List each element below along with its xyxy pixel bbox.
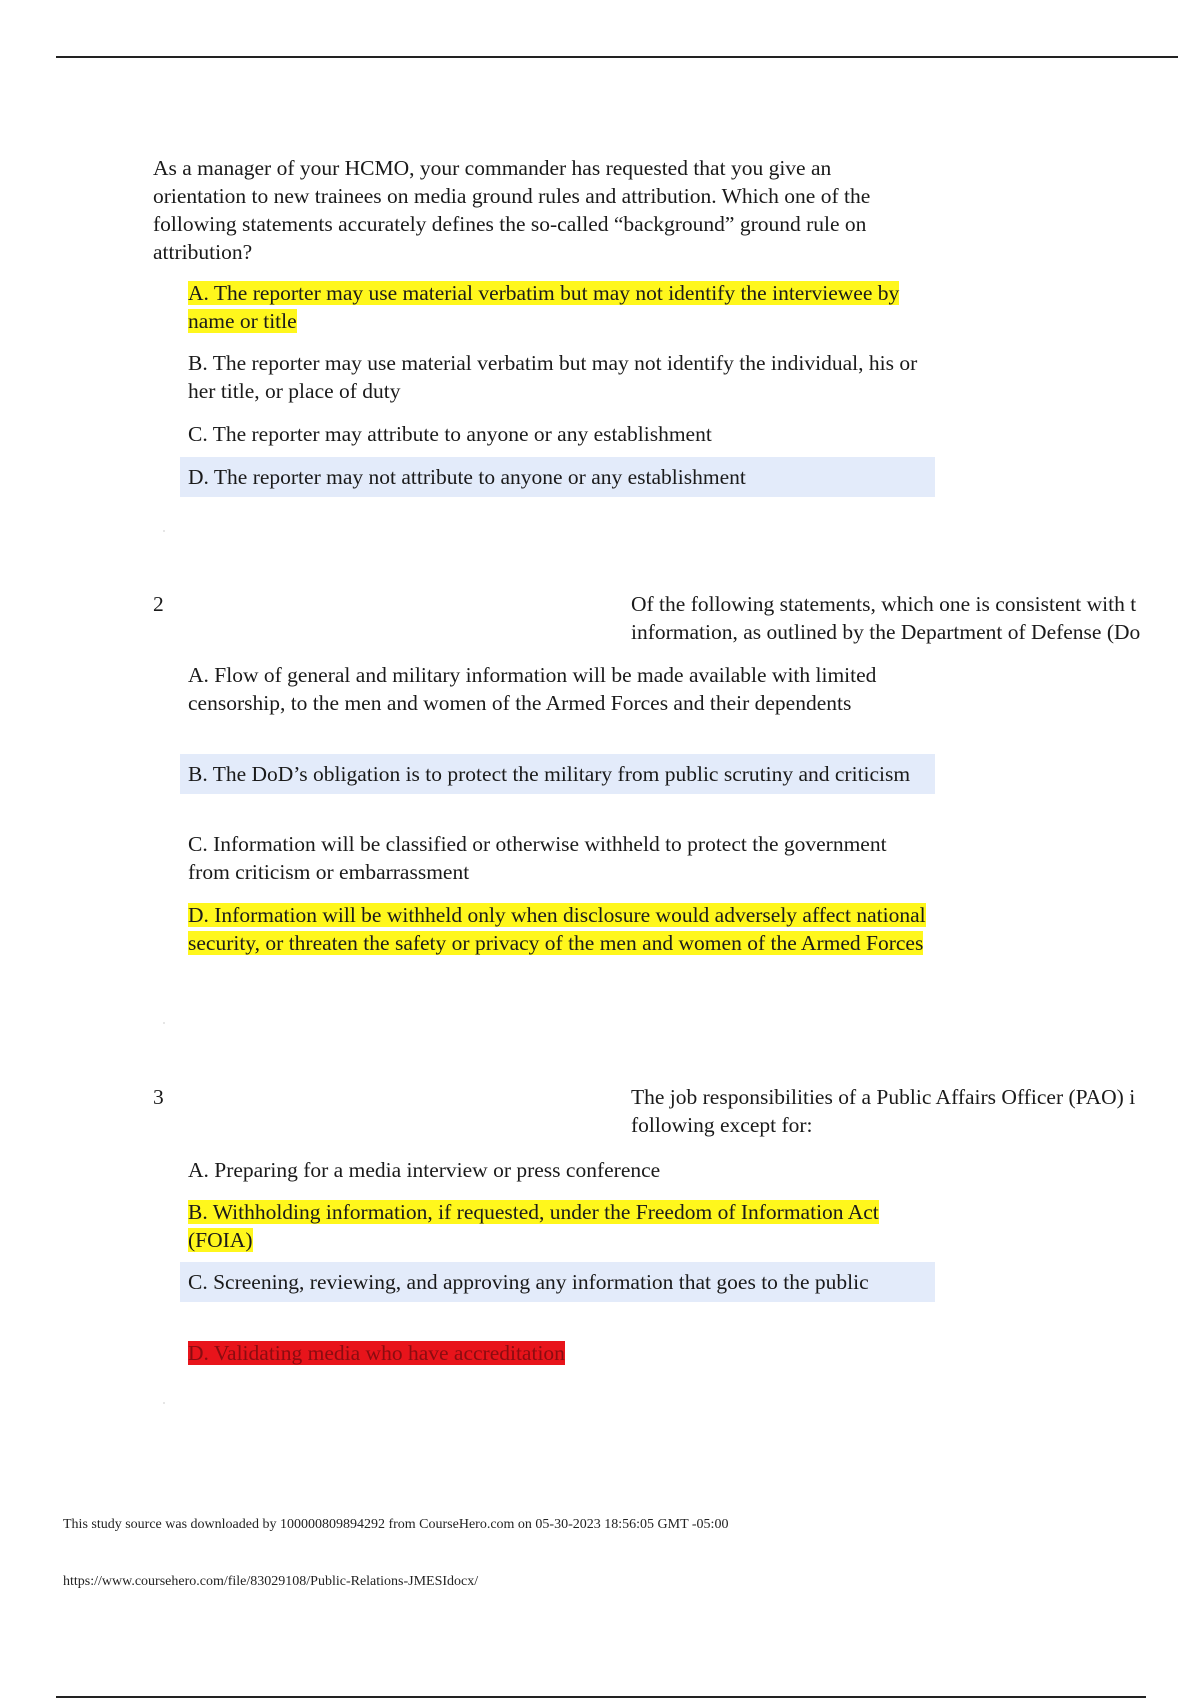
- question-2-option-b-text: B. The DoD’s obligation is to protect the military from public scrutiny and criticism: [188, 762, 911, 786]
- question-1-option-a: [180, 279, 935, 335]
- question-3-option-c: [180, 1262, 935, 1302]
- question-1-stem: As a manager of your HCMO, your commander has requested that you give an orientation to new trainees on media ground rules and attribution. Which one of the following statements accurately defines the so-called “background” ground rule on attribution?: [153, 156, 871, 264]
- download-note: This study source was downloaded by 100000809894292 from CourseHero.com on 05-30-2023 18:56:05 GMT -05:00: [63, 1517, 729, 1532]
- bottom-rule: [56, 1696, 1146, 1698]
- question-2-option-d-text: D. Information will be withheld only when disclosure would adversely affect national security, or threaten the safety or privacy of the men and women of the Armed Forces: [188, 903, 926, 955]
- question-3-option-d-text: D. Validating media who have accreditation: [188, 1341, 565, 1365]
- question-1-option-d: [180, 457, 935, 497]
- question-3-stem-line-1: The job responsibilities of a Public Affairs Officer (PAO) i: [631, 1085, 1136, 1109]
- question-2-option-d: [180, 901, 935, 957]
- question-3-option-b: [180, 1198, 935, 1254]
- question-3-stem-line-2: following except for:: [631, 1113, 813, 1137]
- question-2-stem-line-1: Of the following statements, which one is consistent with t: [631, 592, 1137, 616]
- question-2-option-c: [180, 830, 935, 886]
- question-2-option-a: [180, 661, 935, 717]
- question-1-option-c-text: C. The reporter may attribute to anyone or any establishment: [188, 422, 712, 446]
- question-2-stem-line-2: information, as outlined by the Department of Defense (Do: [631, 620, 1141, 644]
- question-3-option-a: [180, 1156, 935, 1184]
- question-2-option-a-text: A. Flow of general and military information will be made available with limited censorship, to the men and women of the Armed Forces and their dependents: [188, 663, 877, 715]
- question-3-option-c-text: C. Screening, reviewing, and approving any information that goes to the public: [188, 1270, 869, 1294]
- question-2-option-c-text: C. Information will be classified or otherwise withheld to protect the government from criticism or embarrassment: [188, 832, 887, 884]
- separator-dot: [163, 1022, 165, 1024]
- question-3-number: 3: [153, 1085, 164, 1109]
- question-3-option-b-text: B. Withholding information, if requested, under the Freedom of Information Act (FOIA): [188, 1200, 879, 1252]
- question-3-option-d: [180, 1339, 935, 1367]
- question-1-option-a-text: A. The reporter may use material verbatim but may not identify the interviewee by name or title: [188, 281, 900, 333]
- question-1-option-b-text: B. The reporter may use material verbatim but may not identify the individual, his or her title, or place of duty: [188, 351, 918, 403]
- question-2-option-b: [180, 754, 935, 794]
- question-2-number: 2: [153, 592, 164, 616]
- separator-dot: [163, 530, 165, 532]
- question-3-option-a-text: A. Preparing for a media interview or press conference: [188, 1158, 661, 1182]
- top-rule: [56, 56, 1178, 58]
- separator-dot: [163, 1402, 165, 1404]
- question-1-option-d-text: D. The reporter may not attribute to anyone or any establishment: [188, 465, 746, 489]
- question-1-option-b: [180, 349, 935, 405]
- question-1-option-c: [180, 420, 935, 448]
- source-url[interactable]: https://www.coursehero.com/file/83029108/Public-Relations-JMESIdocx/: [63, 1574, 479, 1589]
